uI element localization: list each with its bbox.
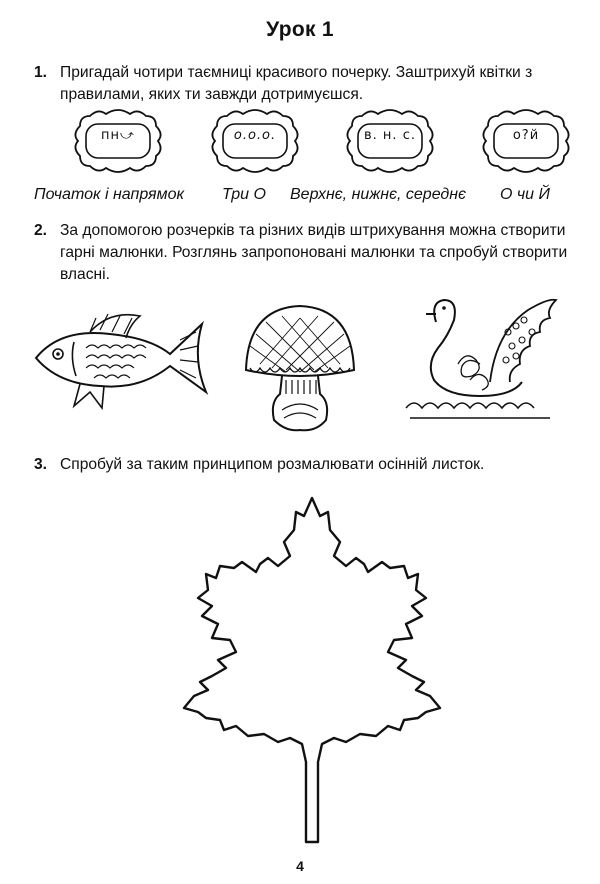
task-2-number: 2. bbox=[34, 222, 48, 239]
flower-2[interactable] bbox=[205, 106, 305, 176]
page-number: 4 bbox=[296, 858, 304, 874]
flower-1[interactable] bbox=[68, 106, 168, 176]
caption-2: Три О bbox=[222, 186, 266, 203]
task-1-number: 1. bbox=[34, 64, 48, 81]
caption-4: О чи Й bbox=[500, 186, 550, 203]
maple-leaf-outline-icon[interactable] bbox=[150, 490, 480, 850]
task-2 bbox=[34, 220, 574, 286]
task-1 bbox=[34, 62, 574, 106]
flower-4[interactable] bbox=[476, 106, 576, 176]
mushroom-drawing-icon bbox=[240, 298, 360, 438]
swan-drawing-icon bbox=[400, 292, 560, 422]
task-3-number: 3. bbox=[34, 456, 48, 473]
task-2-text: За допомогою розчерків та різних видів штрихування можна створити гарні малюнки. Розглянь запропоновані малюнки та спробуй створити власні. bbox=[60, 222, 568, 283]
example-drawings bbox=[0, 290, 600, 450]
caption-1: Початок і напрямок bbox=[34, 186, 185, 203]
flower-2-label: о.о.о. bbox=[233, 128, 277, 143]
flower-4-label: о?й bbox=[512, 128, 540, 143]
flower-row bbox=[0, 106, 600, 180]
flower-3-label: в. н. с. bbox=[364, 128, 416, 143]
lesson-title: Урок 1 bbox=[266, 18, 334, 41]
fish-drawing-icon bbox=[30, 310, 210, 410]
task-1-text: Пригадай чотири таємниці красивого почерку. Заштрихуй квітки з правилами, яких ти завжди дотримуєшся. bbox=[60, 64, 533, 103]
flower-1-label: пн⤻ bbox=[101, 128, 135, 143]
task-3 bbox=[34, 454, 574, 476]
flower-3[interactable] bbox=[340, 106, 440, 176]
caption-3: Верхнє, нижнє, середнє bbox=[290, 186, 466, 203]
task-3-text: Спробуй за таким принципом розмалювати осінній листок. bbox=[60, 456, 485, 473]
